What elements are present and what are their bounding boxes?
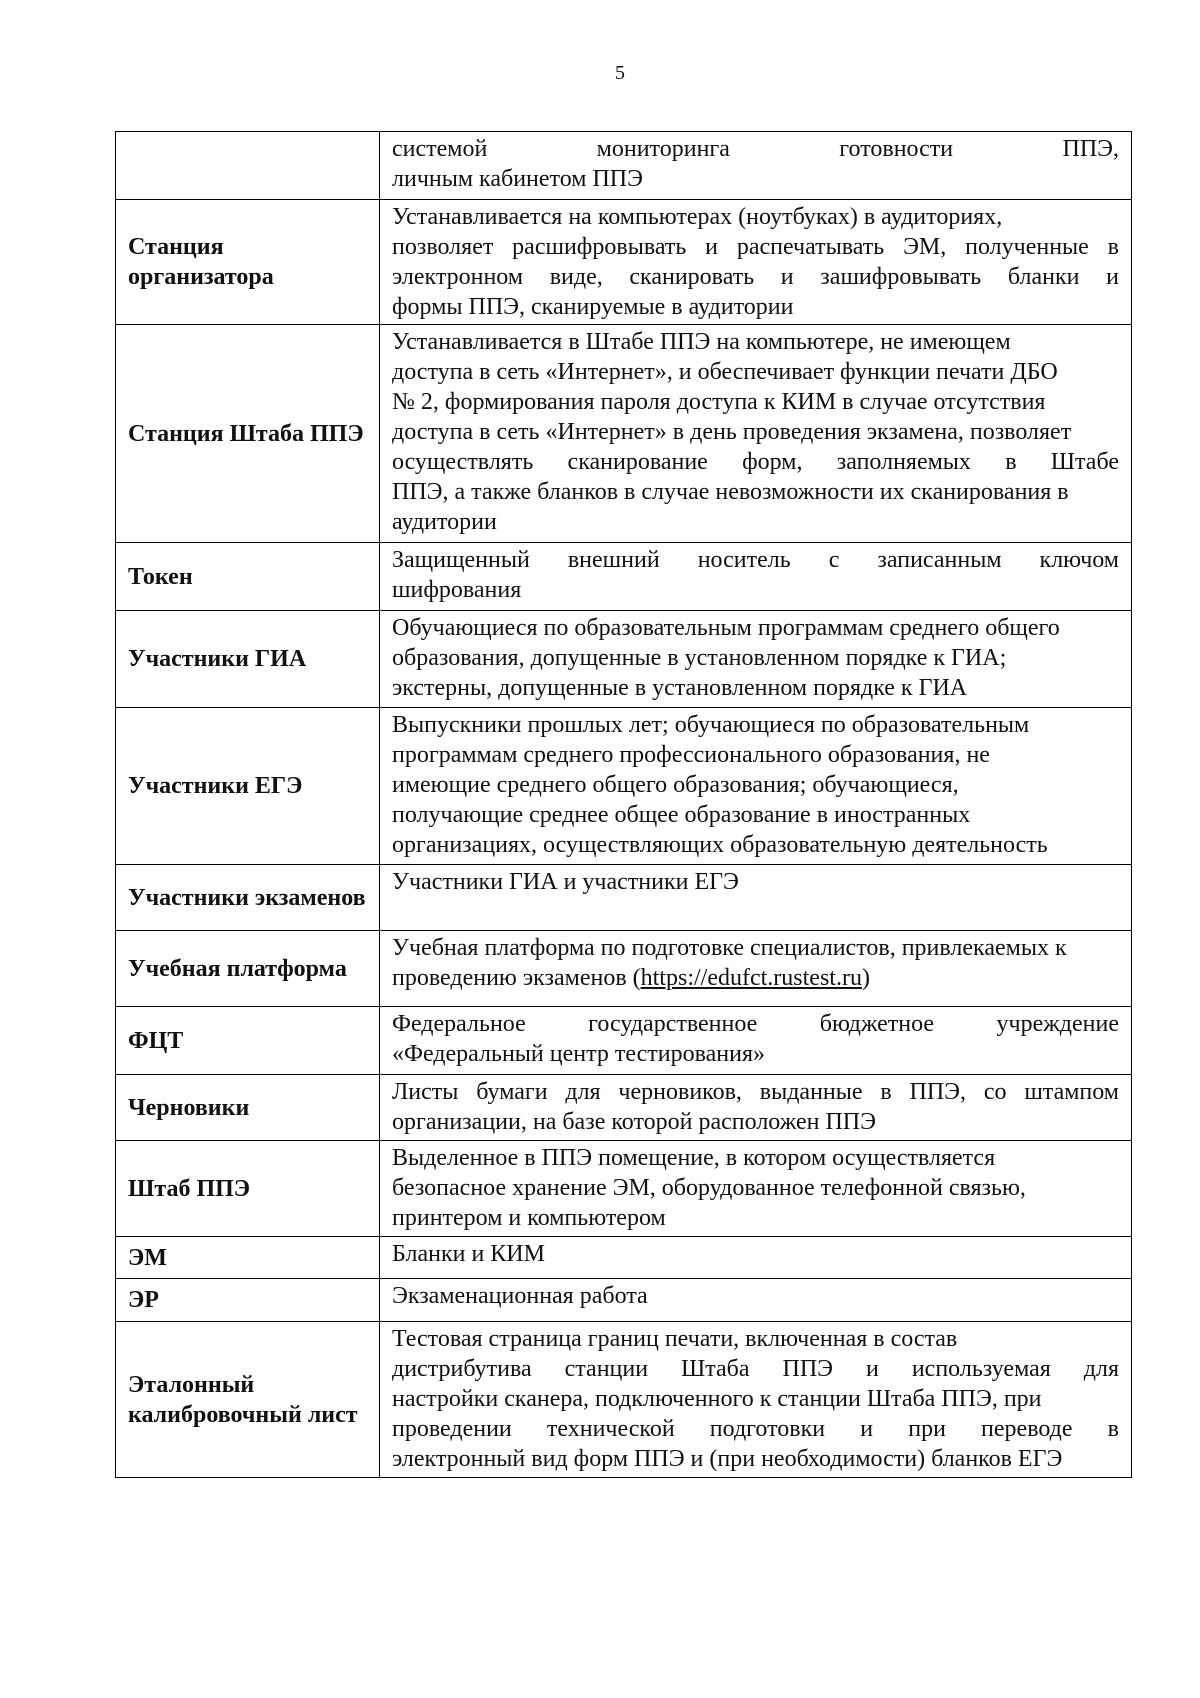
- definition-line: Обучающиеся по образовательным программам среднего общего: [392, 615, 1060, 641]
- definition-cell: [380, 1075, 1132, 1141]
- table-row: [116, 325, 1132, 543]
- definition-line: Устанавливается в Штабе ППЭ на компьютере, не имеющем: [392, 329, 1011, 355]
- definition-line: системой мониторинга готовности ППЭ,: [392, 136, 1119, 162]
- definition-line: безопасное хранение ЭМ, оборудованное телефонной связью,: [392, 1175, 1026, 1201]
- definition-cell: [380, 1279, 1132, 1322]
- definition-line: программам среднего профессионального образования, не: [392, 742, 990, 768]
- definition-line: Выделенное в ППЭ помещение, в котором осуществляется: [392, 1145, 996, 1171]
- table-row: [116, 1322, 1132, 1478]
- definition-line: настройки сканера, подключенного к станции Штаба ППЭ, при: [392, 1386, 1042, 1412]
- definition-line: Выпускники прошлых лет; обучающиеся по образовательным: [392, 712, 1030, 738]
- table-row: [116, 931, 1132, 1007]
- term-cell: Эталонный калибровочный лист: [116, 1322, 380, 1478]
- definition-cell: [380, 200, 1132, 325]
- table-row: [116, 1141, 1132, 1237]
- term-cell: Участники экзаменов: [116, 865, 380, 931]
- term-cell: Черновики: [116, 1075, 380, 1141]
- definition-line: шифрования: [392, 577, 522, 603]
- definition-line: Устанавливается на компьютерах (ноутбуках) в аудиториях,: [392, 204, 1003, 230]
- table-row: [116, 200, 1132, 325]
- definition-cell: [380, 1322, 1132, 1478]
- definition-line: Листы бумаги для черновиков, выданные в ППЭ, со штампом: [392, 1079, 1119, 1105]
- definition-line: Участники ГИА и участники ЕГЭ: [392, 869, 739, 895]
- definition-line: электронный вид форм ППЭ и (при необходимости) бланков ЕГЭ: [392, 1446, 1063, 1472]
- definition-line: доступа в сеть «Интернет» в день проведения экзамена, позволяет: [392, 419, 1072, 445]
- definition-line: образования, допущенные в установленном порядке к ГИА;: [392, 645, 1007, 671]
- glossary-table: [115, 131, 1132, 1478]
- definition-line: Бланки и КИМ: [392, 1241, 545, 1267]
- definition-line: Экзаменационная работа: [392, 1283, 648, 1309]
- table-row: [116, 1237, 1132, 1279]
- definition-line: Тестовая страница границ печати, включенная в состав: [392, 1326, 958, 1352]
- term-cell: Станция Штаба ППЭ: [116, 325, 380, 543]
- table-row: [116, 1279, 1132, 1322]
- definition-line: № 2, формирования пароля доступа к КИМ в случае отсутствия: [392, 389, 1046, 415]
- definition-line: Защищенный внешний носитель с записанным ключом: [392, 547, 1119, 573]
- term-cell: ЭР: [116, 1279, 380, 1322]
- definition-line: Учебная платформа по подготовке специалистов, привлекаемых к: [392, 935, 1067, 961]
- definition-line: принтером и компьютером: [392, 1205, 666, 1231]
- definition-cell: [380, 611, 1132, 708]
- definition-line: «Федеральный центр тестирования»: [392, 1041, 765, 1067]
- definition-line: личным кабинетом ППЭ: [392, 166, 643, 192]
- term-cell: Станция организатора: [116, 200, 380, 325]
- definition-line: аудитории: [392, 509, 497, 535]
- definition-cell: [380, 543, 1132, 611]
- table-row: [116, 543, 1132, 611]
- table-row: [116, 865, 1132, 931]
- page-number: 5: [615, 62, 625, 84]
- term-cell: [116, 132, 380, 200]
- definition-cell: [380, 931, 1132, 1007]
- definition-cell: [380, 865, 1132, 931]
- definition-line: дистрибутива станции Штаба ППЭ и используемая для: [392, 1356, 1119, 1382]
- definition-cell: [380, 1237, 1132, 1279]
- platform-link[interactable]: https://edufct.rustest.ru: [640, 965, 862, 991]
- definition-line: получающие среднее общее образование в иностранных: [392, 802, 971, 828]
- definition-line: экстерны, допущенные в установленном порядке к ГИА: [392, 675, 968, 701]
- definition-line: формы ППЭ, сканируемые в аудитории: [392, 294, 794, 320]
- definition-line: электронном виде, сканировать и зашифровывать бланки и: [392, 264, 1119, 290]
- definition-line: осуществлять сканирование форм, заполняемых в Штабе: [392, 449, 1119, 475]
- definition-line: проведении технической подготовки и при переводе в: [392, 1416, 1119, 1442]
- term-cell: Штаб ППЭ: [116, 1141, 380, 1237]
- definition-line: имеющие среднего общего образования; обучающиеся,: [392, 772, 959, 798]
- definition-line: Федеральное государственное бюджетное учреждение: [392, 1011, 1119, 1037]
- table-row: [116, 1007, 1132, 1075]
- table-row: [116, 132, 1132, 200]
- definition-cell: [380, 325, 1132, 543]
- definition-line: организациях, осуществляющих образовательную деятельность: [392, 832, 1048, 858]
- definition-line: проведению экзаменов (https://edufct.rustest.ru): [392, 965, 870, 991]
- definition-cell: [380, 132, 1132, 200]
- definition-line: позволяет расшифровывать и распечатывать ЭМ, полученные в: [392, 234, 1119, 260]
- definition-cell: [380, 1141, 1132, 1237]
- table-row: [116, 708, 1132, 865]
- definition-line: ППЭ, а также бланков в случае невозможности их сканирования в: [392, 479, 1069, 505]
- table-row: [116, 611, 1132, 708]
- definition-cell: [380, 708, 1132, 865]
- term-cell: Участники ГИА: [116, 611, 380, 708]
- term-cell: Токен: [116, 543, 380, 611]
- term-cell: ЭМ: [116, 1237, 380, 1279]
- term-cell: Учебная платформа: [116, 931, 380, 1007]
- term-cell: ФЦТ: [116, 1007, 380, 1075]
- table-row: [116, 1075, 1132, 1141]
- definition-line: организации, на базе которой расположен ППЭ: [392, 1109, 876, 1135]
- definition-line: доступа в сеть «Интернет», и обеспечивает функции печати ДБО: [392, 359, 1058, 385]
- definition-cell: [380, 1007, 1132, 1075]
- term-cell: Участники ЕГЭ: [116, 708, 380, 865]
